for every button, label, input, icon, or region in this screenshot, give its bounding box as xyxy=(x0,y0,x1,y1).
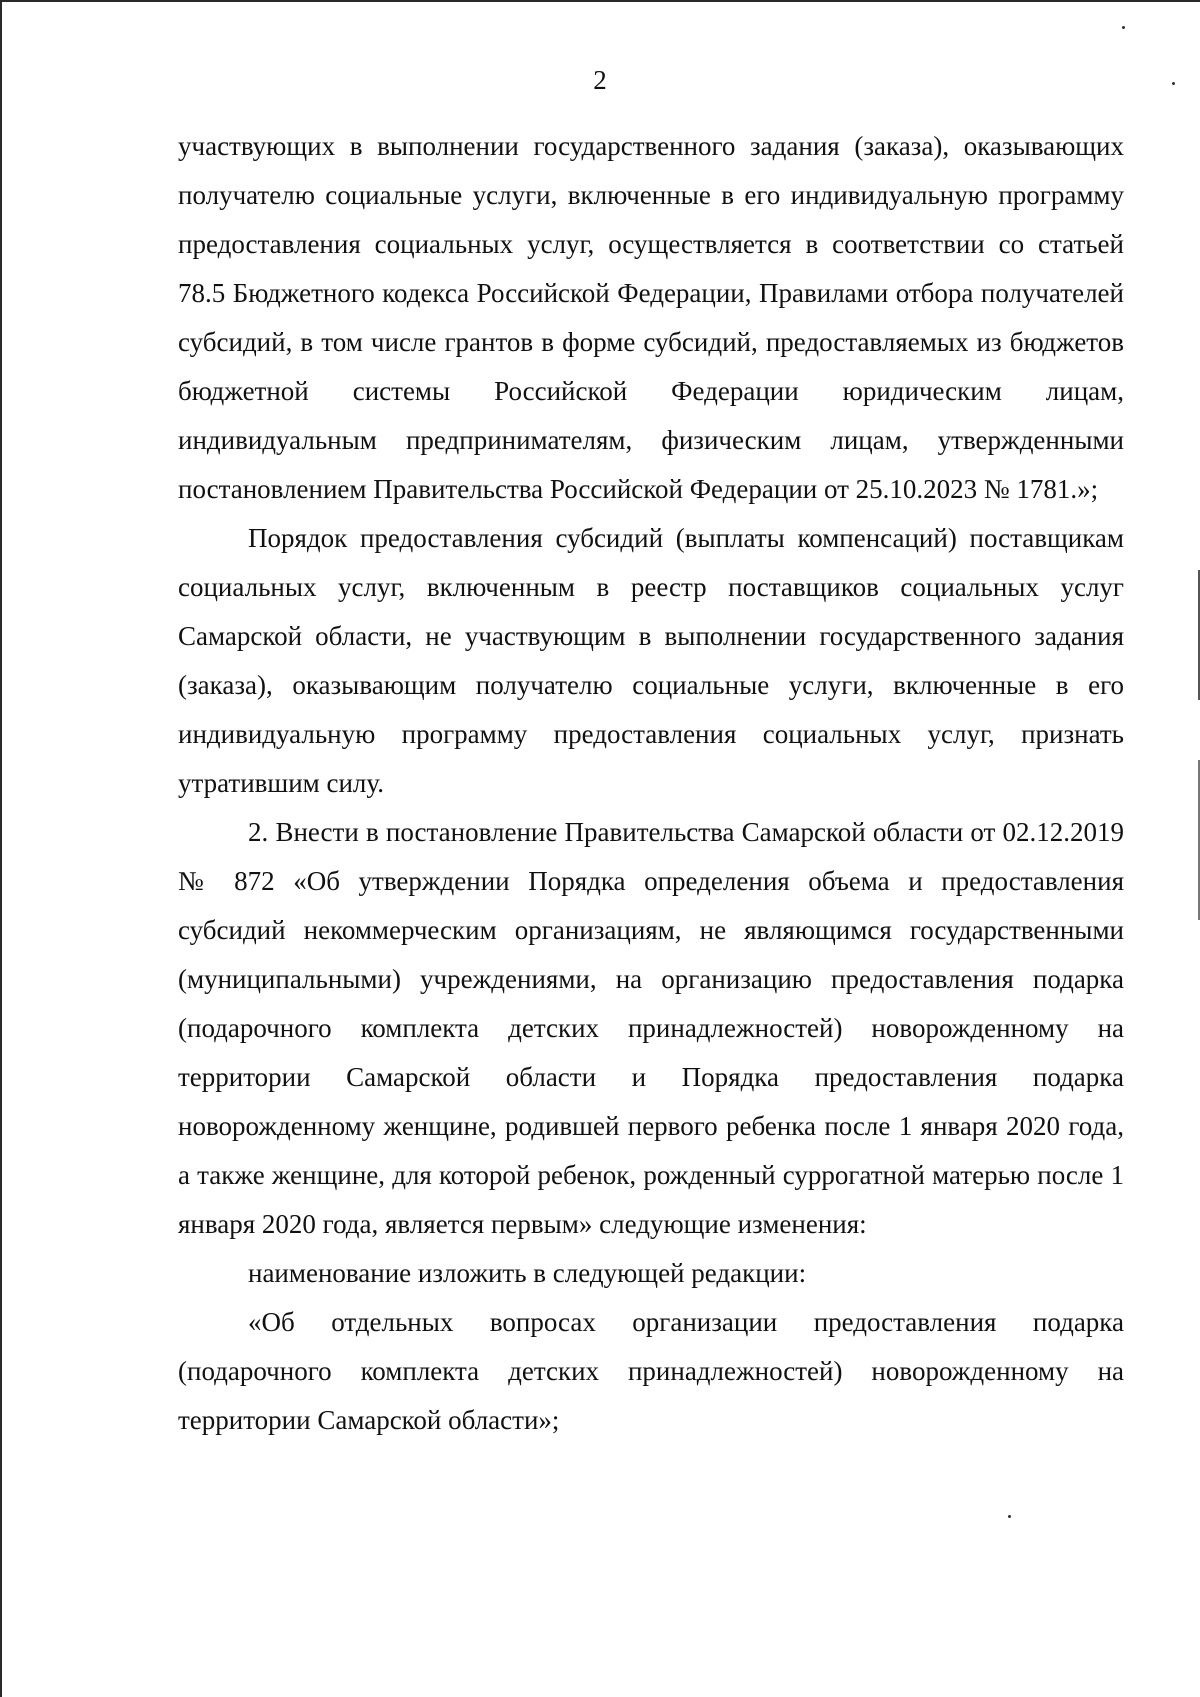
scan-speck xyxy=(1008,1515,1011,1518)
scan-edge-top xyxy=(0,0,1200,2)
document-body xyxy=(178,122,1124,1445)
paragraph-item-2: 2. Внести в постановление Правительства Самарской области от 02.12.2019 № 872 «Об утверждении Порядка определения объема и предоставления субсидий некоммерческим организациям, не являющимся государственными (муниципальными) учреждениями, на организацию предоставления подарка (подарочного комплекта детских принадлежностей) новорожденному на территории Самарской области и Порядка предоставления подарка новорожденному женщине, родившей первого ребенка после 1 января 2020 года, а также женщине, для которой ребенок, рожденный суррогатной матерью после 1 января 2020 года, является первым» следующие изменения: xyxy=(178,817,1124,1239)
page-number: 2 xyxy=(593,65,607,95)
paragraph: Порядок предоставления субсидий (выплаты компенсаций) поставщикам социальных услуг, включенным в реестр поставщиков социальных услуг Самарской области, не участвующим в выполнении государственного задания (заказа), оказывающим получателю социальные услуги, включенные в его индивидуальную программу предоставления социальных услуг, признать утратившим силу. xyxy=(178,523,1124,798)
paragraph: наименование изложить в следующей редакции: xyxy=(248,1258,807,1288)
paragraph-continuation: участвующих в выполнении государственного задания (заказа), оказывающих получателю социальные услуги, включенные в его индивидуальную программу предоставления социальных услуг, осуществляется в соответствии со статьей 78.5 Бюджетного кодекса Российской Федерации, Правилами отбора получателей субсидий, в том числе грантов в форме субсидий, предоставляемых из бюджетов бюджетной системы Российской Федерации юридическим лицам, индивидуальным предпринимателям, физическим лицам, утвержденными постановлением Правительства Российской Федерации от 25.10.2023 № 1781.»; xyxy=(178,131,1124,504)
paragraph-quote: «Об отдельных вопросах организации предоставления подарка (подарочного комплекта детских принадлежностей) новорожденному на территории Самарской области»; xyxy=(178,1307,1124,1435)
scan-edge-left xyxy=(0,0,2,1697)
scan-speck xyxy=(1122,26,1125,29)
